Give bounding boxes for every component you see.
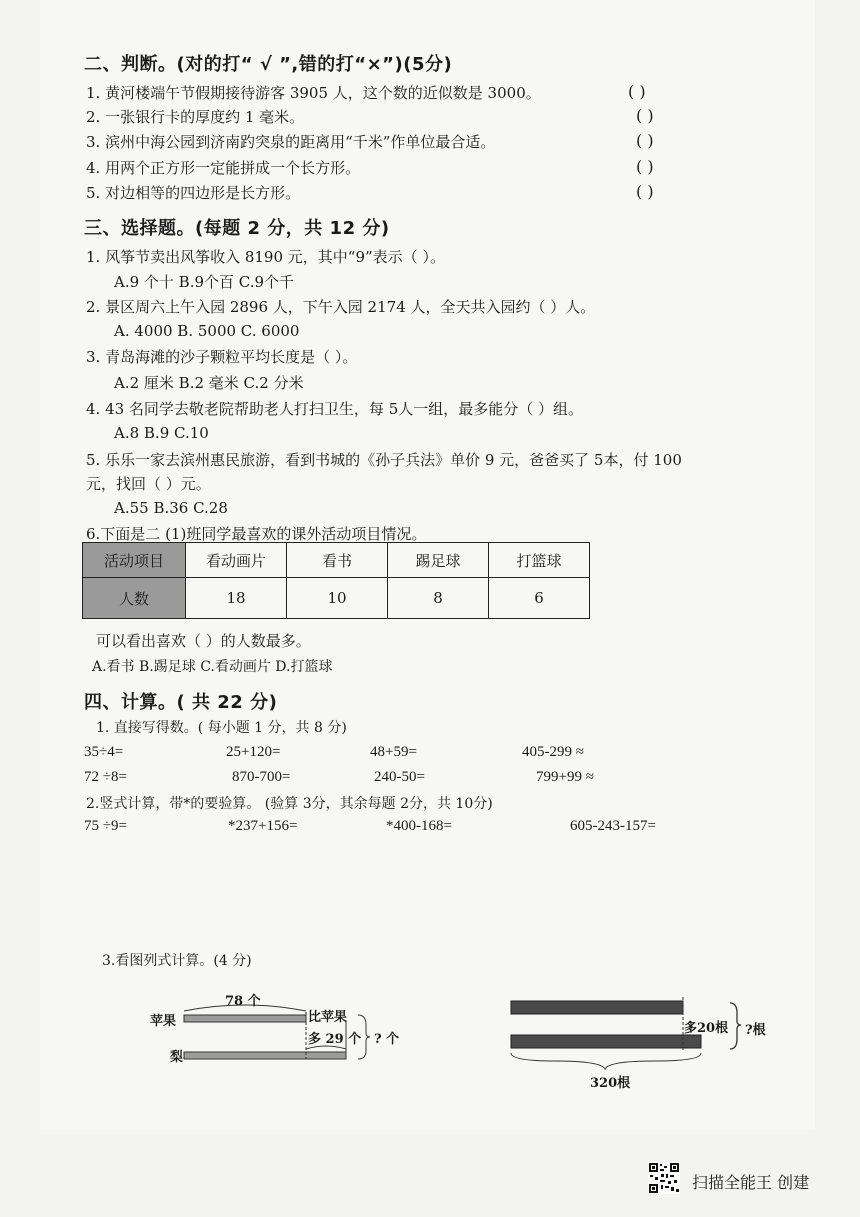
answer-blank-2[interactable]: ( ): [636, 106, 654, 125]
calc-part1-instruction: 1. 直接写得数。( 每小题 1 分，共 8 分): [96, 720, 347, 736]
judge-item-3: 3. 滨州中海公园到济南趵突泉的距离用“千米”作单位最合适。: [86, 133, 496, 151]
table-cell: 8: [388, 578, 489, 619]
question-label: ? 个: [374, 1032, 400, 1047]
choice-q2-options: A. 4000 B. 5000 C. 6000: [114, 322, 300, 340]
choice-q6: 6.下面是二 (1)班同学最喜欢的课外活动项目情况。: [86, 525, 427, 543]
more-label-line2: 多 29 个: [308, 1032, 362, 1047]
choice-q5-options: A.55 B.36 C.28: [114, 499, 228, 517]
section4-title: 四、计算。( 共 22 分): [84, 692, 278, 713]
calc-part2-instruction: 2.竖式计算，带*的要验算。 (验算 3分，其余每题 2分，共 10分): [86, 796, 493, 812]
activity-table: [82, 542, 590, 619]
table-header-cell: 踢足球: [388, 543, 489, 578]
table-header-cell: 看书: [287, 543, 388, 578]
choice-q3-options: A.2 厘米 B.2 毫米 C.2 分米: [114, 374, 304, 392]
bottom-brace: [511, 1053, 701, 1069]
table-row: [83, 578, 590, 619]
total-brace: [730, 1003, 741, 1049]
more-label: 多20根: [684, 1021, 729, 1036]
calc-item: *400-168=: [386, 818, 452, 834]
calc-item: 48+59=: [370, 744, 417, 760]
judge-item-5: 5. 对边相等的四边形是长方形。: [86, 184, 301, 202]
answer-blank-1[interactable]: ( ): [628, 82, 646, 101]
calc-part3-instruction: 3.看图列式计算。(4 分): [102, 953, 252, 969]
calc-item: 25+120=: [226, 744, 281, 760]
choice-q4: 4. 43 名同学去敬老院帮助老人打扫卫生，每 5人一组，最多能分（ ）组。: [86, 400, 584, 418]
calc-item: 75 ÷9=: [84, 818, 127, 834]
judge-item-2: 2. 一张银行卡的厚度约 1 毫米。: [86, 108, 305, 126]
calc-item: 405-299 ≈: [522, 744, 584, 760]
section3-title: 三、选择题。(每题 2 分，共 12 分): [84, 218, 390, 239]
answer-blank-5[interactable]: ( ): [636, 182, 654, 201]
bottom-bar: [511, 1035, 701, 1048]
judge-item-1: 1. 黄河楼端午节假期接待游客 3905 人，这个数的近似数是 3000。: [86, 84, 541, 102]
answer-blank-4[interactable]: ( ): [636, 157, 654, 176]
calc-item: 605-243-157=: [570, 818, 656, 834]
choice-q3: 3. 青岛海滩的沙子颗粒平均长度是（ ）。: [86, 348, 358, 366]
calc-item: 35÷4=: [84, 744, 124, 760]
more-label-line1: 比苹果: [308, 1010, 348, 1025]
table-header-cell: 看动画片: [186, 543, 287, 578]
total-label: 320根: [590, 1076, 631, 1091]
pear-bar: [184, 1052, 346, 1059]
table-cell: 人数: [83, 578, 186, 619]
table-header-cell: 打篮球: [489, 543, 590, 578]
calc-item: 799+99 ≈: [536, 769, 594, 785]
answer-blank-3[interactable]: ( ): [636, 131, 654, 150]
table-row: [83, 543, 590, 578]
choice-q4-options: A.8 B.9 C.10: [114, 424, 209, 442]
scanner-brand-text: 扫描全能王 创建: [692, 1173, 810, 1192]
table-cell: 6: [489, 578, 590, 619]
choice-q1-options: A.9 个十 B.9个百 C.9个千: [114, 273, 295, 291]
pear-label: 梨: [170, 1050, 184, 1065]
choice-q5-continued: 元，找回（ ）元。: [86, 475, 211, 493]
calc-item: 72 ÷8=: [84, 769, 127, 785]
table-cell: 18: [186, 578, 287, 619]
apple-count-label: 78 个: [225, 994, 261, 1009]
section2-title: 二、判断。(对的打“ √ ”,错的打“×”)(5分): [84, 54, 453, 75]
choice-q5: 5. 乐乐一家去滨州惠民旅游，看到书城的《孙子兵法》单价 9 元，爸爸买了 5本，付 100: [86, 451, 682, 469]
apple-bar: [184, 1015, 306, 1022]
choice-q2: 2. 景区周六上午入园 2896 人，下午入园 2174 人，全天共入园约（ ）人。: [86, 298, 596, 316]
table-header-cell: 活动项目: [83, 543, 186, 578]
calc-item: *237+156=: [228, 818, 298, 834]
choice-q6-line: 可以看出喜欢（ ）的人数最多。: [96, 632, 311, 650]
calc-item: 870-700=: [232, 769, 291, 785]
question-label: ?根: [745, 1023, 766, 1038]
apple-label: 苹果: [150, 1014, 177, 1029]
judge-item-4: 4. 用两个正方形一定能拼成一个长方形。: [86, 159, 361, 177]
top-bar: [511, 1001, 683, 1014]
choice-q1: 1. 风筝节卖出风筝收入 8190 元，其中“9”表示（ ）。: [86, 248, 445, 266]
table-cell: 10: [287, 578, 388, 619]
qr-code-icon: [648, 1162, 680, 1194]
choice-q6-options: A.看书 B.踢足球 C.看动画片 D.打篮球: [92, 659, 333, 675]
calc-item: 240-50=: [374, 769, 425, 785]
